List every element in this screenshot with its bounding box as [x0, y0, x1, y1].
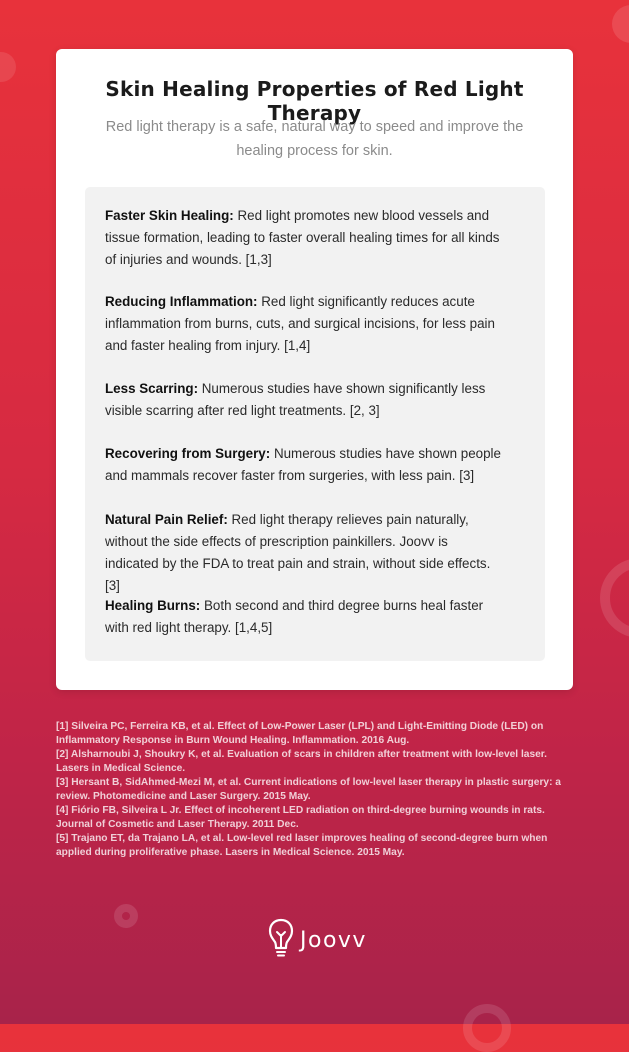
references-list	[56, 720, 576, 860]
info-card	[56, 49, 573, 690]
reference-item: [1] Silveira PC, Ferreira KB, et al. Effect of Low-Power Laser (LPL) and Light-Emitting Diode (LED) on Inflammatory Response in Burn Wound Healing. Inflammation. 2016 Aug.	[56, 721, 544, 746]
benefit-label: Healing Burns:	[105, 598, 201, 613]
card-subtitle: Red light therapy is a safe, natural way to speed and improve the healing process for skin.	[105, 119, 524, 159]
benefits-panel	[85, 187, 545, 661]
benefit-text: Numerous studies have shown people and mammals recover faster from surgeries, with less pain. [3]	[105, 446, 501, 483]
benefit-label: Faster Skin Healing:	[105, 208, 234, 223]
benefit-label: Reducing Inflammation:	[105, 294, 258, 309]
benefit-healing-burns	[105, 595, 505, 639]
brand-name: Joovv	[300, 927, 367, 953]
benefit-text: Numerous studies have shown significantly less visible scarring after red light treatments. [2, 3]	[105, 381, 486, 418]
reference-item: [5] Trajano ET, da Trajano LA, et al. Low-level red laser improves healing of second-degree burn when applied during proliferative phase. Lasers in Medical Science. 2015 May.	[56, 833, 548, 858]
background-decoration-ring	[463, 1004, 511, 1052]
background-decoration-dot	[612, 5, 629, 43]
reference-item: [4] Fiório FB, Silveira L Jr. Effect of incoherent LED radiation on third-degree burning wounds in rats. Journal of Cosmetic and Laser Therapy. 2011 Dec.	[56, 805, 545, 830]
reference-item: [3] Hersant B, SidAhmed-Mezi M, et al. Current indications of low-level laser therapy in plastic surgery: a review. Photomedicine and Laser Surgery. 2015 May.	[56, 777, 561, 802]
brand-logo	[268, 918, 367, 962]
benefit-less-scarring	[105, 378, 505, 422]
benefit-text: Red light therapy relieves pain naturally, without the side effects of prescription painkillers. Joovv is indicated by the FDA to treat pain and strain, without side effects. [3]	[105, 512, 491, 593]
benefit-text: Red light promotes new blood vessels and tissue formation, leading to faster overall healing times for all kinds of injuries and wounds. [1,3]	[105, 208, 500, 267]
background-decoration-ring	[114, 904, 138, 928]
background-decoration-ring	[600, 558, 629, 638]
card-title: Skin Healing Properties of Red Light Therapy	[105, 77, 524, 125]
benefit-label: Recovering from Surgery:	[105, 446, 271, 461]
benefit-label: Less Scarring:	[105, 381, 199, 396]
benefit-faster-skin-healing	[105, 205, 505, 271]
benefit-text: Red light significantly reduces acute inflammation from burns, cuts, and surgical incisions, for less pain and faster healing from injury. [1,4]	[105, 294, 495, 353]
benefit-natural-pain-relief	[105, 509, 505, 597]
benefit-recovering-from-surgery	[105, 443, 505, 487]
background-decoration-dot	[0, 52, 16, 82]
benefit-reducing-inflammation	[105, 291, 505, 357]
benefit-label: Natural Pain Relief:	[105, 512, 228, 527]
reference-item: [2] Alsharnoubi J, Shoukry K, et al. Evaluation of scars in children after treatment with low-level laser. Lasers in Medical Science.	[56, 749, 548, 774]
benefit-text: Both second and third degree burns heal faster with red light therapy. [1,4,5]	[105, 598, 484, 635]
lightbulb-icon	[268, 918, 294, 963]
